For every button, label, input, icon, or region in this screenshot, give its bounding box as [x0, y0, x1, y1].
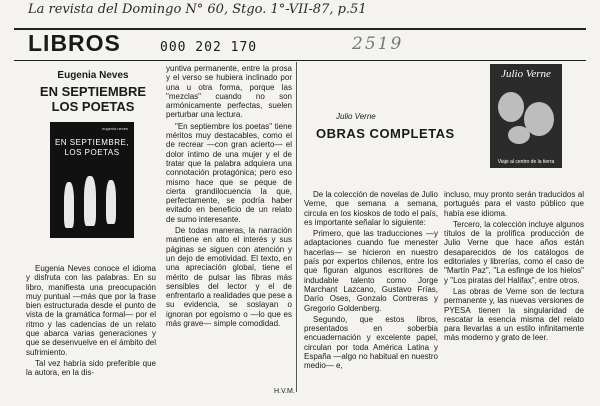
review1-book-cover [50, 122, 134, 238]
review1-paragraph: yuntiva permanente, entre la prosa y el verso se hubiera inclinado por una u otra forma, porque las "mezclas" cuando no son armónicamente perfectas, suelen perturbar una lectura. [166, 64, 292, 120]
handwritten-code: 2519 [352, 34, 404, 54]
handwritten-citation: La revista del Domingo N° 60, Stgo. 1°-VII-87, p.51 [28, 2, 367, 17]
cover2-title: Julio Verne [501, 68, 551, 80]
review1-paragraph: Eugenia Neves conoce el idioma y disfruta con las palabras. En su libro, manifiesta una preocupación muy puntual —más que por la frase bien estructurada desde el punto de vista de la gramática formal— por el ritmo y las cadencias de un relato que abarca varias generaciones y que se desenvuelve en el ámbito del sufrimiento. [26, 264, 156, 357]
review1-title: EN SEPTIEMBRE LOS POETAS [39, 84, 147, 114]
cover1-figure [106, 180, 116, 224]
review2-paragraph: Segundo, que estos libros, presentados en soberbia encuadernación y excelente papel, circulan por toda América Latina y España —algo no habitual en nuestro medio— e, [304, 314, 438, 371]
cover1-title: EN SEPTIEMBRE, LOS POETAS [54, 138, 130, 157]
review1-paragraph: "En septiembre los poetas" tiene méritos muy destacables, como el de recrear —con gran acierto— el dolor íntimo de una mujer y el de tratar que la palabra adquiera una connotación protagónica; pero eso mismo hace que se peque de cierta grandilocuencia la que, perfectamente, se podría haber evitado en beneficio de un relato de sumo interesante. [166, 121, 292, 224]
review2-title: OBRAS COMPLETAS [316, 126, 455, 141]
review2-column-a [304, 190, 438, 373]
cover2-subtitle: Viaje al centro de la tierra [497, 159, 555, 165]
review2-author: Julio Verne [336, 112, 376, 121]
cover2-illustration [498, 92, 524, 122]
review2-column-b [444, 190, 584, 345]
cover1-author: eugenia neves [101, 126, 128, 131]
column-divider [296, 62, 297, 392]
review2-paragraph: incluso, muy pronto serán traducidos al portugués para el vasto público que había ese idioma. [444, 190, 584, 218]
section-title: LIBROS [28, 30, 121, 56]
review1-paragraph: De todas maneras, la narración mantiene en alto el interés y sus páginas se siguen con atención y un dejo de emotividad. El texto, en una apreciación global, tiene el mérito de pulsar las fibras más sensibles del lector y el de enfrentarlo a realidades que pese a su evidencia, se soslayan o ignoran por egoísmo o —lo que es más grave— simple comodidad. [166, 226, 292, 329]
review2-paragraph: Tercero, la colección incluye algunos títulos de la prolífica producción de Julio Verne que hace años están desaparecidos de los catálogos de editoriales y librerías, como el caso de "Martín Paz", "La esfinge de los hielos" y "Los piratas del Halifax", entre otros. [444, 219, 584, 285]
cover2-illustration [508, 126, 530, 144]
review1-author: Eugenia Neves [57, 70, 129, 81]
review1-column-b [166, 64, 292, 330]
review1-paragraph: Tal vez habría sido preferible que la autora, en la dis- [26, 358, 156, 378]
review2-paragraph: De la colección de novelas de Julio Verne, que semana a semana, circula en los kioskos de todo el país, es importante señalar lo siguiente: [304, 190, 438, 227]
review-signature: H.V.M. [274, 388, 295, 395]
header-rule [14, 60, 586, 61]
review2-paragraph: Las obras de Verne son de lectura permanente y, las nuevas versiones de PYESA tienen la singularidad de rescatar la esencia misma del relato para llevarlas a un estilo infinitamente más moderno y grato de leer. [444, 286, 584, 343]
review1-column-a [26, 264, 156, 380]
review2-book-cover [490, 64, 562, 168]
cover1-figure [84, 176, 96, 226]
cover1-figure [64, 182, 74, 228]
archive-stamp: 000 202 170 [160, 40, 258, 55]
review2-paragraph: Primero, que las traducciones —y adaptaciones cuando fue menester hacerlas— se hicieron en nuestro país por expertos chilenos, entre los que figuran algunos escritores de indudable talento como Jorge Marchant Lazcano, Gustavo Frías, Darío Oses, Gonzalo Contreras y Gregorio Goldenberg. [304, 229, 438, 313]
